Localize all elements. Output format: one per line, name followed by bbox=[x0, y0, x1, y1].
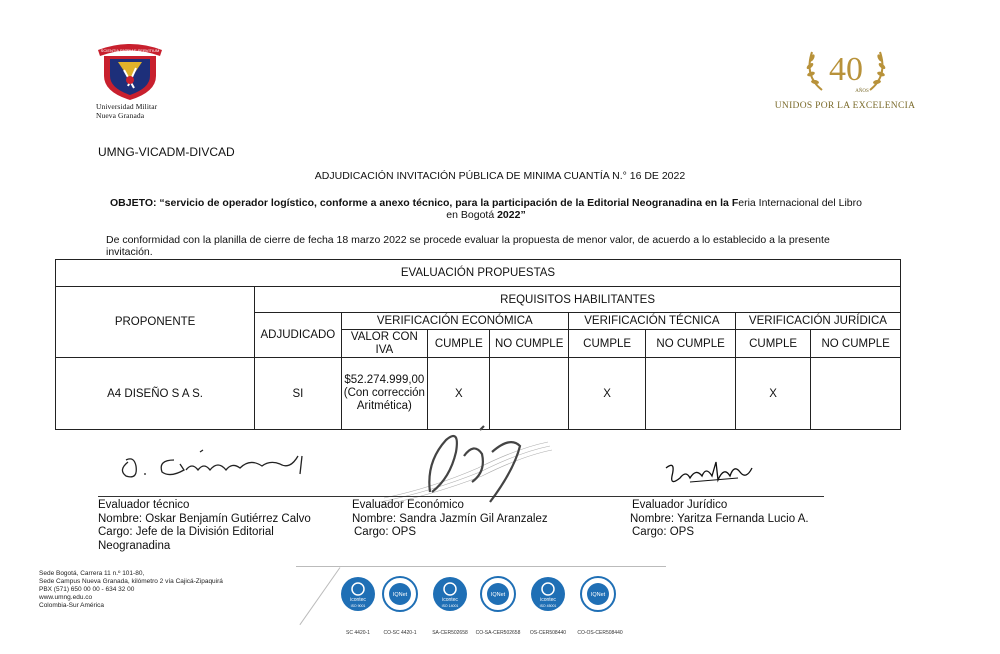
adjudicado-header: ADJUDICADO bbox=[255, 313, 341, 358]
economic-verification-header: VERIFICACIÓN ECONÓMICA bbox=[341, 313, 568, 330]
footer-divider bbox=[296, 566, 666, 567]
icontec-iso9001-seal bbox=[340, 576, 376, 612]
iqnet-seal bbox=[480, 576, 516, 612]
requisitos-header: REQUISITOS HABILITANTES bbox=[255, 287, 901, 313]
cert-code: SA-CER502658 bbox=[432, 630, 468, 636]
svg-text:AÑOS: AÑOS bbox=[855, 89, 869, 94]
svg-text:SCIENTIA PATRIAE SERVITIUM: SCIENTIA PATRIAE SERVITIUM bbox=[100, 48, 160, 53]
tec-no-cumple-header: NO CUMPLE bbox=[646, 330, 736, 358]
technical-signature bbox=[114, 442, 314, 487]
icontec-iso14001-seal bbox=[432, 576, 468, 612]
svg-text:ISO 45001: ISO 45001 bbox=[539, 604, 557, 608]
cert-code: CO-SA-CER502658 bbox=[475, 630, 521, 636]
svg-text:IQNet: IQNet bbox=[490, 592, 506, 598]
technical-evaluator bbox=[98, 499, 348, 553]
cert-code: CO-OS-CER508440 bbox=[577, 630, 623, 636]
economic-name: Nombre: Sandra Jazmín Gil Aranzalez bbox=[352, 512, 548, 525]
cert-code: OS-CER508440 bbox=[529, 630, 567, 636]
eco-cumple-header: CUMPLE bbox=[428, 330, 490, 358]
footer-address: Sede Bogotá, Carrera 11 n.º 101-80, Sede Campus Nueva Granada, kilómetro 2 vía Cajicá-Zipaquirá PBX (571) 650 00 00 - 634 32 00 www.umng.edu.co Colombia-Sur América bbox=[39, 570, 223, 609]
document-reference: UMNG-VICADM-DIVCAD bbox=[98, 145, 235, 159]
svg-text:IQNet: IQNet bbox=[392, 592, 408, 598]
svg-text:IQNet: IQNet bbox=[590, 592, 606, 598]
objeto-bold-text: “servicio de operador logístico, conforme a anexo técnico, para la participación de la Editorial Neogranadina en la F bbox=[159, 197, 739, 209]
technical-role: Evaluador técnico bbox=[98, 499, 190, 511]
document-title: ADJUDICACIÓN INVITACIÓN PÚBLICA DE MINIMA CUANTÍA N.° 16 DE 2022 bbox=[314, 170, 686, 182]
footer-diagonal bbox=[299, 567, 340, 625]
jur-no-cumple-header: NO CUMPLE bbox=[811, 330, 901, 358]
objeto-paragraph bbox=[106, 197, 866, 221]
economic-role: Evaluador Económico bbox=[352, 499, 464, 511]
juridical-name: Nombre: Yaritza Fernanda Lucio A. bbox=[630, 512, 809, 525]
proponente-cell: A4 DISEÑO S A S. bbox=[56, 358, 255, 430]
svg-text:icontec: icontec bbox=[540, 597, 556, 603]
svg-text:ISO 14001: ISO 14001 bbox=[441, 604, 459, 608]
juridical-cargo: Cargo: OPS bbox=[632, 526, 694, 538]
eco-no-cumple-cell bbox=[490, 358, 568, 430]
proponente-header: PROPONENTE bbox=[56, 287, 255, 358]
iqnet-seal bbox=[382, 576, 418, 612]
jur-cumple-header: CUMPLE bbox=[735, 330, 810, 358]
anniversary-logo bbox=[776, 46, 916, 103]
valor-cell: $52.274.999,00 (Con corrección Aritmética) bbox=[341, 358, 427, 430]
svg-text:ISO 9001: ISO 9001 bbox=[350, 604, 366, 608]
juridical-signature bbox=[660, 456, 760, 497]
tec-cumple-header: CUMPLE bbox=[568, 330, 645, 358]
intro-paragraph: De conformidad con la planilla de cierre de fecha 18 marzo 2022 se procede evaluar la propuesta de menor valor, de acuerdo a lo establecido a la presente invitación. bbox=[106, 234, 830, 258]
juridical-role: Evaluador Jurídico bbox=[632, 499, 728, 511]
jur-no-cumple-cell bbox=[811, 358, 901, 430]
economic-evaluator bbox=[352, 499, 622, 540]
juridical-evaluator bbox=[630, 499, 870, 540]
objeto-label: OBJETO: bbox=[110, 197, 157, 209]
economic-cargo: Cargo: OPS bbox=[354, 526, 416, 538]
svg-text:icontec: icontec bbox=[442, 597, 458, 603]
technical-verification-header: VERIFICACIÓN TÉCNICA bbox=[568, 313, 735, 330]
objeto-normal-text: eria Internacional del Libro en Bogotá bbox=[446, 197, 862, 221]
anniversary-tagline: UNIDOS POR LA EXCELENCIA bbox=[774, 101, 916, 111]
jur-cumple-cell: X bbox=[735, 358, 810, 430]
tec-cumple-cell: X bbox=[568, 358, 645, 430]
svg-text:icontec: icontec bbox=[350, 597, 366, 603]
evaluation-table bbox=[55, 259, 901, 430]
valor-header: VALOR CON IVA bbox=[341, 330, 427, 358]
tec-no-cumple-cell bbox=[646, 358, 736, 430]
legal-verification-header: VERIFICACIÓN JURÍDICA bbox=[735, 313, 900, 330]
objeto-year: 2022” bbox=[497, 209, 526, 221]
university-name: Universidad Militar Nueva Granada bbox=[96, 102, 158, 120]
adjudicado-cell: SI bbox=[255, 358, 341, 430]
university-logo bbox=[94, 40, 166, 107]
signature-line bbox=[98, 496, 824, 497]
svg-text:40: 40 bbox=[829, 51, 863, 88]
cert-code: CO-SC 4420-1 bbox=[383, 630, 417, 636]
table-title: EVALUACIÓN PROPUESTAS bbox=[56, 260, 901, 287]
eco-no-cumple-header: NO CUMPLE bbox=[490, 330, 568, 358]
iqnet-seal bbox=[580, 576, 616, 612]
technical-name: Nombre: Oskar Benjamín Gutiérrez Calvo bbox=[98, 512, 311, 525]
cert-code: SC 4420-1 bbox=[346, 630, 370, 636]
technical-cargo: Cargo: Jefe de la División Editorial Neogranadina bbox=[98, 526, 274, 552]
eco-cumple-cell: X bbox=[428, 358, 490, 430]
icontec-iso45001-seal bbox=[530, 576, 566, 612]
table-row bbox=[56, 358, 901, 430]
